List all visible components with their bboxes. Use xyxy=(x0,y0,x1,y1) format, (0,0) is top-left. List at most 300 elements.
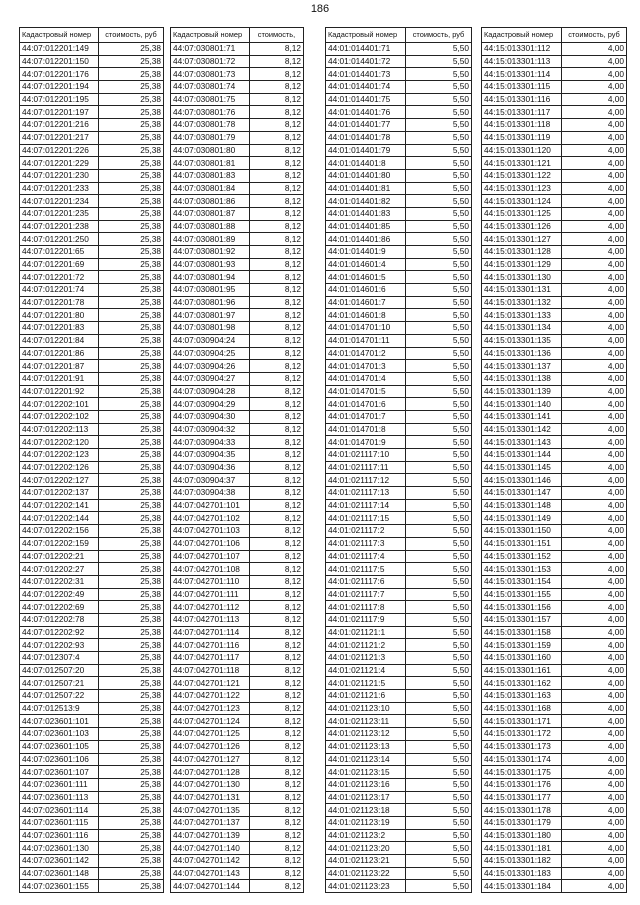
cadastral-number-cell: 44:07:012202:78 xyxy=(20,613,99,626)
table-row xyxy=(482,119,627,132)
cost-cell: 4,00 xyxy=(562,93,627,106)
cadastral-number-cell: 44:07:042701:130 xyxy=(171,778,250,791)
table-row xyxy=(326,613,472,626)
cost-cell: 8,12 xyxy=(250,81,304,94)
cadastral-number-cell: 44:01:021117:4 xyxy=(326,550,406,563)
table-row xyxy=(326,474,472,487)
cost-cell: 25,38 xyxy=(99,169,164,182)
cadastral-number-cell: 44:07:012201:92 xyxy=(20,385,99,398)
table-row xyxy=(482,220,627,233)
cadastral-number-cell: 44:01:014601:7 xyxy=(326,296,406,309)
table-row xyxy=(326,271,472,284)
cost-cell: 8,12 xyxy=(250,525,304,538)
cost-cell: 4,00 xyxy=(562,537,627,550)
cost-cell: 8,12 xyxy=(250,131,304,144)
table-row xyxy=(482,322,627,335)
cost-cell: 25,38 xyxy=(99,157,164,170)
cost-cell: 5,50 xyxy=(406,867,472,880)
cost-cell: 8,12 xyxy=(250,613,304,626)
cadastral-number-cell: 44:07:012201:250 xyxy=(20,233,99,246)
cost-cell: 25,38 xyxy=(99,106,164,119)
table-row xyxy=(171,766,304,779)
cadastral-number-cell: 44:07:012202:126 xyxy=(20,461,99,474)
cadastral-number-cell: 44:07:012513:9 xyxy=(20,702,99,715)
cost-cell: 8,12 xyxy=(250,601,304,614)
cadastral-number-cell: 44:07:012202:137 xyxy=(20,487,99,500)
table-row xyxy=(171,842,304,855)
table-row xyxy=(326,791,472,804)
table-row xyxy=(482,271,627,284)
table-row xyxy=(171,537,304,550)
table-row xyxy=(171,309,304,322)
cost-cell: 25,38 xyxy=(99,309,164,322)
cadastral-number-cell: 44:01:014401:76 xyxy=(326,106,406,119)
cost-cell: 25,38 xyxy=(99,119,164,132)
cadastral-number-cell: 44:01:021123:21 xyxy=(326,855,406,868)
cost-cell: 5,50 xyxy=(406,753,472,766)
table-row xyxy=(20,690,164,703)
cadastral-number-cell: 44:15:013301:122 xyxy=(482,169,562,182)
table-row xyxy=(326,207,472,220)
cadastral-number-cell: 44:01:021121:4 xyxy=(326,664,406,677)
table-row xyxy=(171,575,304,588)
cost-cell: 8,12 xyxy=(250,626,304,639)
table-row xyxy=(326,461,472,474)
cadastral-number-cell: 44:15:013301:123 xyxy=(482,182,562,195)
table-row xyxy=(171,258,304,271)
cadastral-number-cell: 44:15:013301:148 xyxy=(482,499,562,512)
cadastral-number-cell: 44:01:021117:6 xyxy=(326,575,406,588)
table-row xyxy=(482,588,627,601)
table-row xyxy=(20,652,164,665)
cost-cell: 5,50 xyxy=(406,131,472,144)
cadastral-number-cell: 44:01:014401:9 xyxy=(326,246,406,259)
table-row xyxy=(326,385,472,398)
table-row xyxy=(326,220,472,233)
cost-cell: 4,00 xyxy=(562,499,627,512)
cost-cell: 25,38 xyxy=(99,195,164,208)
cost-cell: 5,50 xyxy=(406,677,472,690)
table-row xyxy=(482,626,627,639)
cadastral-number-cell: 44:15:013301:118 xyxy=(482,119,562,132)
table-row xyxy=(482,664,627,677)
cadastral-number-cell: 44:07:030801:80 xyxy=(171,144,250,157)
table-row xyxy=(20,360,164,373)
table-row xyxy=(326,537,472,550)
table-row xyxy=(326,322,472,335)
cost-cell: 5,50 xyxy=(406,715,472,728)
cost-cell: 8,12 xyxy=(250,347,304,360)
table-row xyxy=(482,233,627,246)
table-row xyxy=(482,258,627,271)
table-row xyxy=(171,753,304,766)
cadastral-number-cell: 44:07:023601:106 xyxy=(20,753,99,766)
cadastral-number-cell: 44:07:030904:36 xyxy=(171,461,250,474)
table-row xyxy=(171,207,304,220)
table-row xyxy=(20,575,164,588)
cadastral-number-cell: 44:07:012201:91 xyxy=(20,372,99,385)
cost-cell: 25,38 xyxy=(99,55,164,68)
cost-cell: 8,12 xyxy=(250,550,304,563)
table-row xyxy=(20,157,164,170)
cadastral-number-cell: 44:07:030801:83 xyxy=(171,169,250,182)
cadastral-number-cell: 44:15:013301:183 xyxy=(482,867,562,880)
cadastral-number-cell: 44:15:013301:173 xyxy=(482,740,562,753)
cost-cell: 4,00 xyxy=(562,296,627,309)
table-row xyxy=(20,639,164,652)
table-row xyxy=(20,119,164,132)
table-row xyxy=(171,93,304,106)
cadastral-number-cell: 44:01:014701:2 xyxy=(326,347,406,360)
cadastral-number-cell: 44:15:013301:160 xyxy=(482,652,562,665)
cost-cell: 25,38 xyxy=(99,410,164,423)
cadastral-number-cell: 44:15:013301:156 xyxy=(482,601,562,614)
cadastral-number-cell: 44:01:014401:8 xyxy=(326,157,406,170)
cost-cell: 5,50 xyxy=(406,436,472,449)
cadastral-number-cell: 44:01:014401:78 xyxy=(326,131,406,144)
table-row xyxy=(482,131,627,144)
cost-cell: 5,50 xyxy=(406,55,472,68)
cost-cell: 25,38 xyxy=(99,613,164,626)
cost-cell: 5,50 xyxy=(406,334,472,347)
table-row xyxy=(326,106,472,119)
cost-cell: 8,12 xyxy=(250,207,304,220)
cost-cell: 5,50 xyxy=(406,398,472,411)
cost-cell: 25,38 xyxy=(99,258,164,271)
table-row xyxy=(171,347,304,360)
cadastral-number-cell: 44:07:030904:26 xyxy=(171,360,250,373)
cost-cell: 5,50 xyxy=(406,880,472,893)
cost-cell: 25,38 xyxy=(99,43,164,56)
cost-cell: 5,50 xyxy=(406,461,472,474)
cost-cell: 25,38 xyxy=(99,144,164,157)
table-row xyxy=(171,169,304,182)
table-row xyxy=(482,81,627,94)
cost-cell: 25,38 xyxy=(99,550,164,563)
table-row xyxy=(326,525,472,538)
cadastral-number-cell: 44:15:013301:175 xyxy=(482,766,562,779)
cost-cell: 5,50 xyxy=(406,575,472,588)
table-row xyxy=(171,550,304,563)
cost-cell: 25,38 xyxy=(99,487,164,500)
cost-cell: 5,50 xyxy=(406,829,472,842)
cadastral-number-cell: 44:07:012202:31 xyxy=(20,575,99,588)
cadastral-number-cell: 44:07:042701:101 xyxy=(171,499,250,512)
cadastral-number-cell: 44:07:030801:95 xyxy=(171,284,250,297)
cost-cell: 5,50 xyxy=(406,664,472,677)
cost-cell: 4,00 xyxy=(562,740,627,753)
cadastral-number-cell: 44:07:012307:4 xyxy=(20,652,99,665)
cadastral-number-cell: 44:15:013301:128 xyxy=(482,246,562,259)
cost-cell: 25,38 xyxy=(99,740,164,753)
cost-cell: 8,12 xyxy=(250,575,304,588)
table-row xyxy=(20,728,164,741)
table-row xyxy=(171,461,304,474)
cost-cell: 25,38 xyxy=(99,436,164,449)
table-row xyxy=(171,55,304,68)
table-row xyxy=(20,550,164,563)
cadastral-number-cell: 44:01:021123:11 xyxy=(326,715,406,728)
cost-cell: 5,50 xyxy=(406,487,472,500)
cost-cell: 25,38 xyxy=(99,677,164,690)
table-row xyxy=(326,43,472,56)
cost-cell: 5,50 xyxy=(406,613,472,626)
cost-cell: 4,00 xyxy=(562,664,627,677)
cadastral-number-cell: 44:07:042701:139 xyxy=(171,829,250,842)
cadastral-number-cell: 44:07:042701:125 xyxy=(171,728,250,741)
table-row xyxy=(171,563,304,576)
table-row xyxy=(171,157,304,170)
table-row xyxy=(171,385,304,398)
cadastral-number-cell: 44:07:030904:24 xyxy=(171,334,250,347)
cadastral-number-cell: 44:01:014401:74 xyxy=(326,81,406,94)
cadastral-number-cell: 44:01:021123:2 xyxy=(326,829,406,842)
cadastral-number-cell: 44:01:014701:3 xyxy=(326,360,406,373)
table-row xyxy=(20,867,164,880)
table-row xyxy=(326,157,472,170)
cost-cell: 5,50 xyxy=(406,690,472,703)
cadastral-number-cell: 44:07:012201:74 xyxy=(20,284,99,297)
cost-cell: 8,12 xyxy=(250,474,304,487)
table-row xyxy=(171,43,304,56)
cadastral-number-cell: 44:07:012201:230 xyxy=(20,169,99,182)
cadastral-number-cell: 44:01:021121:6 xyxy=(326,690,406,703)
cost-cell: 4,00 xyxy=(562,119,627,132)
table-row xyxy=(20,309,164,322)
table-row xyxy=(326,753,472,766)
cost-cell: 5,50 xyxy=(406,233,472,246)
cost-cell: 8,12 xyxy=(250,728,304,741)
cost-cell: 5,50 xyxy=(406,563,472,576)
cadastral-number-cell: 44:07:012201:229 xyxy=(20,157,99,170)
cost-cell: 4,00 xyxy=(562,588,627,601)
cost-cell: 5,50 xyxy=(406,855,472,868)
cost-cell: 5,50 xyxy=(406,499,472,512)
cadastral-number-cell: 44:15:013301:182 xyxy=(482,855,562,868)
table-row xyxy=(20,499,164,512)
table-row xyxy=(482,474,627,487)
table-row xyxy=(171,410,304,423)
cadastral-number-cell: 44:07:023601:105 xyxy=(20,740,99,753)
cadastral-number-cell: 44:01:021123:19 xyxy=(326,816,406,829)
table-row xyxy=(20,296,164,309)
cost-cell: 4,00 xyxy=(562,766,627,779)
table-row xyxy=(20,106,164,119)
table-row xyxy=(20,398,164,411)
cost-cell: 5,50 xyxy=(406,322,472,335)
cadastral-number-cell: 44:15:013301:112 xyxy=(482,43,562,56)
table-row xyxy=(20,842,164,855)
cadastral-table-3 xyxy=(325,27,472,893)
cadastral-number-cell: 44:07:012202:69 xyxy=(20,601,99,614)
table-row xyxy=(326,728,472,741)
table-row xyxy=(482,867,627,880)
cost-cell: 5,50 xyxy=(406,68,472,81)
table-row xyxy=(171,804,304,817)
cadastral-number-cell: 44:07:012201:238 xyxy=(20,220,99,233)
cost-cell: 5,50 xyxy=(406,309,472,322)
table-row xyxy=(326,664,472,677)
table-row xyxy=(20,525,164,538)
cadastral-number-cell: 44:15:013301:116 xyxy=(482,93,562,106)
cost-cell: 5,50 xyxy=(406,182,472,195)
cost-cell: 25,38 xyxy=(99,334,164,347)
cost-cell: 4,00 xyxy=(562,880,627,893)
cadastral-number-cell: 44:07:012202:113 xyxy=(20,423,99,436)
table-row xyxy=(20,436,164,449)
cadastral-number-cell: 44:07:023601:114 xyxy=(20,804,99,817)
cadastral-number-cell: 44:15:013301:137 xyxy=(482,360,562,373)
table-row xyxy=(171,195,304,208)
cost-cell: 5,50 xyxy=(406,157,472,170)
cost-cell: 25,38 xyxy=(99,880,164,893)
cost-cell: 25,38 xyxy=(99,449,164,462)
cadastral-number-cell: 44:15:013301:126 xyxy=(482,220,562,233)
cost-cell: 5,50 xyxy=(406,702,472,715)
cost-cell: 4,00 xyxy=(562,423,627,436)
table-row xyxy=(326,563,472,576)
cadastral-number-cell: 44:07:012201:233 xyxy=(20,182,99,195)
cadastral-number-cell: 44:01:021117:11 xyxy=(326,461,406,474)
cadastral-number-cell: 44:15:013301:150 xyxy=(482,525,562,538)
cadastral-table-1 xyxy=(19,27,164,893)
cadastral-number-cell: 44:15:013301:117 xyxy=(482,106,562,119)
cadastral-number-cell: 44:07:012507:21 xyxy=(20,677,99,690)
cadastral-number-cell: 44:07:042701:114 xyxy=(171,626,250,639)
table-row xyxy=(326,55,472,68)
cost-cell: 4,00 xyxy=(562,220,627,233)
cadastral-number-cell: 44:07:030801:73 xyxy=(171,68,250,81)
table-row xyxy=(482,702,627,715)
cost-cell: 8,12 xyxy=(250,715,304,728)
table-row xyxy=(326,119,472,132)
cadastral-number-cell: 44:15:013301:163 xyxy=(482,690,562,703)
cost-cell: 5,50 xyxy=(406,740,472,753)
cadastral-number-cell: 44:01:014401:83 xyxy=(326,207,406,220)
table-row xyxy=(482,563,627,576)
table-row xyxy=(171,144,304,157)
table-row xyxy=(171,246,304,259)
cost-cell: 4,00 xyxy=(562,525,627,538)
cost-cell: 5,50 xyxy=(406,207,472,220)
cost-cell: 4,00 xyxy=(562,436,627,449)
table-row xyxy=(20,322,164,335)
table-row xyxy=(20,601,164,614)
table-row xyxy=(482,842,627,855)
table-row xyxy=(171,360,304,373)
cadastral-number-cell: 44:15:013301:149 xyxy=(482,512,562,525)
table-row xyxy=(20,816,164,829)
cadastral-number-cell: 44:07:023601:142 xyxy=(20,855,99,868)
cost-cell: 5,50 xyxy=(406,791,472,804)
table-row xyxy=(20,246,164,259)
cost-cell: 25,38 xyxy=(99,753,164,766)
cadastral-number-cell: 44:01:014401:79 xyxy=(326,144,406,157)
header-cadastral-number: Кадастровый номер xyxy=(482,28,562,43)
cost-cell: 4,00 xyxy=(562,702,627,715)
cadastral-number-cell: 44:07:012202:144 xyxy=(20,512,99,525)
cadastral-number-cell: 44:01:021117:14 xyxy=(326,499,406,512)
table-row xyxy=(20,144,164,157)
cadastral-number-cell: 44:15:013301:147 xyxy=(482,487,562,500)
cost-cell: 8,12 xyxy=(250,55,304,68)
table-row xyxy=(326,284,472,297)
cadastral-number-cell: 44:07:030801:76 xyxy=(171,106,250,119)
cost-cell: 5,50 xyxy=(406,93,472,106)
cadastral-number-cell: 44:15:013301:152 xyxy=(482,550,562,563)
cost-cell: 4,00 xyxy=(562,144,627,157)
cadastral-number-cell: 44:15:013301:154 xyxy=(482,575,562,588)
table-row xyxy=(20,474,164,487)
cadastral-number-cell: 44:15:013301:131 xyxy=(482,284,562,297)
cost-cell: 4,00 xyxy=(562,816,627,829)
cadastral-number-cell: 44:07:012201:216 xyxy=(20,119,99,132)
cost-cell: 5,50 xyxy=(406,347,472,360)
cost-cell: 25,38 xyxy=(99,855,164,868)
cost-cell: 5,50 xyxy=(406,804,472,817)
cadastral-number-cell: 44:15:013301:119 xyxy=(482,131,562,144)
cadastral-number-cell: 44:15:013301:145 xyxy=(482,461,562,474)
cost-cell: 25,38 xyxy=(99,816,164,829)
cadastral-number-cell: 44:15:013301:114 xyxy=(482,68,562,81)
table-row xyxy=(326,487,472,500)
cost-cell: 8,12 xyxy=(250,804,304,817)
table-row xyxy=(326,68,472,81)
table-row xyxy=(20,512,164,525)
cadastral-number-cell: 44:07:042701:111 xyxy=(171,588,250,601)
cost-cell: 4,00 xyxy=(562,804,627,817)
cost-cell: 25,38 xyxy=(99,347,164,360)
table-row xyxy=(482,880,627,893)
table-row xyxy=(20,664,164,677)
table-row xyxy=(482,385,627,398)
cost-cell: 25,38 xyxy=(99,296,164,309)
cost-cell: 4,00 xyxy=(562,449,627,462)
cadastral-number-cell: 44:07:042701:144 xyxy=(171,880,250,893)
cost-cell: 4,00 xyxy=(562,461,627,474)
cost-cell: 25,38 xyxy=(99,588,164,601)
cadastral-number-cell: 44:07:030904:30 xyxy=(171,410,250,423)
cadastral-number-cell: 44:07:012201:194 xyxy=(20,81,99,94)
table-row xyxy=(482,207,627,220)
table-row xyxy=(482,778,627,791)
cadastral-number-cell: 44:15:013301:115 xyxy=(482,81,562,94)
cost-cell: 8,12 xyxy=(250,423,304,436)
table-row xyxy=(326,423,472,436)
cadastral-number-cell: 44:07:023601:130 xyxy=(20,842,99,855)
table-row xyxy=(20,43,164,56)
cost-cell: 4,00 xyxy=(562,207,627,220)
cadastral-number-cell: 44:01:021123:23 xyxy=(326,880,406,893)
cadastral-number-cell: 44:07:012201:78 xyxy=(20,296,99,309)
cadastral-number-cell: 44:07:012202:123 xyxy=(20,449,99,462)
cadastral-number-cell: 44:15:013301:146 xyxy=(482,474,562,487)
table-row xyxy=(20,588,164,601)
cost-cell: 4,00 xyxy=(562,563,627,576)
cost-cell: 4,00 xyxy=(562,284,627,297)
table-row xyxy=(171,296,304,309)
cadastral-number-cell: 44:01:014701:11 xyxy=(326,334,406,347)
table-row xyxy=(171,639,304,652)
cost-cell: 25,38 xyxy=(99,690,164,703)
table-row xyxy=(171,233,304,246)
cadastral-number-cell: 44:15:013301:172 xyxy=(482,728,562,741)
cost-cell: 8,12 xyxy=(250,436,304,449)
cadastral-number-cell: 44:07:042701:122 xyxy=(171,690,250,703)
table-row xyxy=(482,804,627,817)
header-cost: стоимость, xyxy=(250,28,304,43)
table-row xyxy=(171,487,304,500)
